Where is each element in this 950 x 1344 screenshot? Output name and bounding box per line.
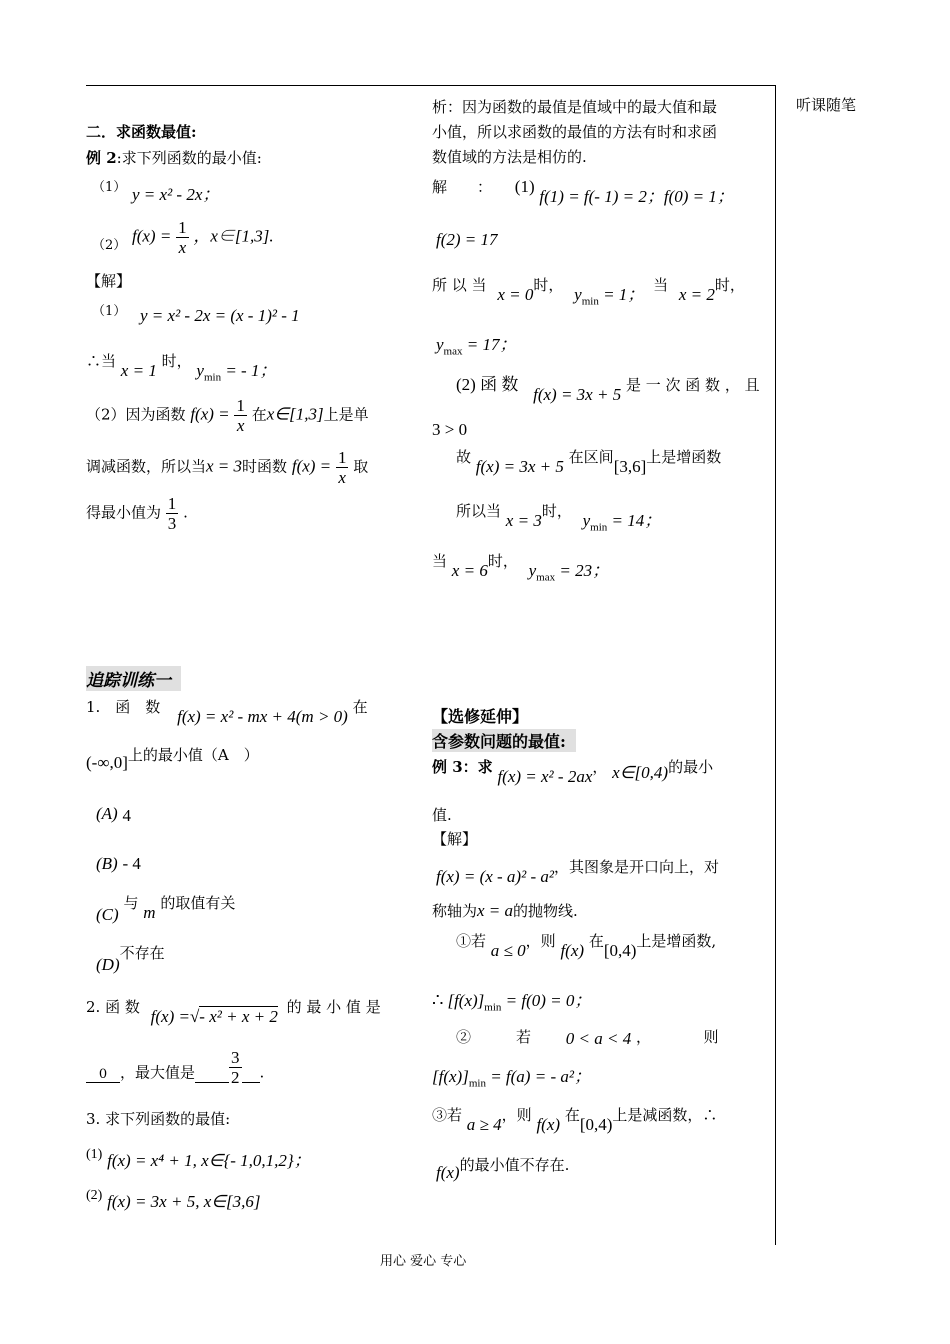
p1-label: （1） <box>92 180 127 195</box>
margin-rule <box>775 85 776 1245</box>
q3-heading: 3. 求下列函数的最值: <box>86 1110 231 1128</box>
s2-line3: 得最小值为 $\frac{1}{3}$ . <box>86 494 188 533</box>
sol1-max: $y_{max} = 17$； <box>436 335 517 358</box>
r2-line: 称轴为x = a的抛物线. <box>432 901 578 920</box>
sol1-min-line: 所 以 当 x = 0时， $y_{min} = 1$； 当 x = 2时， <box>432 276 745 308</box>
sol2-line4: 所以当 x = 3时， $y_{min} = 14$； <box>456 502 662 534</box>
example2-heading: 例 2:求下列函数的最小值: <box>86 149 262 167</box>
sol1-line: 解 ： (1) f(1) = f(- 1) = 2；f(0) = 1； <box>432 177 734 206</box>
case2-line: ② 若 0 < a < 4 ， 则 <box>456 1028 719 1048</box>
p1-expression: y = x² - 2x； <box>132 185 220 204</box>
extension-title: 【选修延伸】 <box>432 707 529 726</box>
option-d: (D)不存在 <box>96 944 165 974</box>
case3-result: f(x)的最小值不存在. <box>436 1156 570 1182</box>
solution2-heading: 【解】 <box>432 830 478 848</box>
s1-label: （1） <box>92 304 127 319</box>
solution-heading: 【解】 <box>86 272 132 290</box>
side-note: 听课随笔 <box>796 96 857 114</box>
q3-part1: (1) f(x) = x⁴ + 1, x∈{- 1,0,1,2}； <box>86 1147 311 1170</box>
option-c: (C) 与 m 的取值有关 <box>96 894 236 924</box>
analysis-line2: 小值，所以求函数的最值的方法有时和求函 <box>432 123 718 141</box>
footer: 用心 爱心 专心 <box>380 1254 467 1269</box>
sol1-f2: f(2) = 17 <box>436 230 498 249</box>
sol2-line3: 故 f(x) = 3x + 5 在区间[3,6]上是增函数 <box>456 448 722 476</box>
option-b: (B) - 4 <box>96 854 141 873</box>
sol2-line1: (2) 函 数 f(x) = 3x + 5 是 一 次 函 数 ， 且 <box>456 375 760 404</box>
q1-line2: (-∞,0]上的最小值（A ） <box>86 746 259 772</box>
case1-line: ①若 a ≤ 0，则 f(x) 在[0,4)上是增函数, <box>456 932 717 960</box>
analysis-line1: 析：因为函数的最值是值域中的最大值和最 <box>432 98 718 116</box>
section-title: 二．求函数最值: <box>86 123 197 141</box>
q2-line2: 0 ，最大值是 $\frac{3}{2}$ . <box>86 1054 264 1093</box>
case3-line: ③若 a ≥ 4，则 f(x) 在[0,4)上是减函数，∴ <box>432 1106 718 1134</box>
option-a: (A) 4 <box>96 804 131 825</box>
sol2-line2: 3 > 0 <box>432 420 468 439</box>
q2-line1: 2. 函 数 f(x) =√- x² + x + 2 的 最 小 值 是 <box>86 998 381 1026</box>
analysis-line3: 数值域的方法是相仿的. <box>432 148 587 166</box>
case1-result: ∴ $[f(x)]_{min} = f(0) = 0$； <box>432 990 592 1014</box>
s2-line2: 调减函数，所以当x = 3时函数 f(x) = $\frac{1}{x}$ 取 <box>86 448 369 487</box>
sol2-line5: 当 x = 6时， $y_{max} = 23$； <box>432 552 610 584</box>
case2-result: $[f(x)]_{min} = f(a)$ = - a²； <box>432 1067 591 1090</box>
example3-line2: 值. <box>432 806 452 824</box>
q3-part2: (2) f(x) = 3x + 5, x∈[3,6] <box>86 1188 261 1211</box>
extension-subtitle: 含参数问题的最值: <box>432 729 576 752</box>
header-rule <box>86 85 776 86</box>
track-title: 追踪训练一 <box>86 666 181 691</box>
p2-expression: f(x) = $\frac{1}{x}$ ，x∈[1,3]. <box>132 218 274 257</box>
s1-conclusion: ∴当 x = 1 时， $y_{min}$ = - 1； <box>86 352 277 384</box>
s2-line1: （2）因为函数 f(x) = $\frac{1}{x}$ 在x∈[1,3]上是单 <box>86 396 369 435</box>
p2-label: （2） <box>92 238 127 253</box>
q1-line1: 1. 函 数 f(x) = x² - mx + 4(m > 0) 在 <box>86 698 368 726</box>
r1-line: f(x) = (x - a)² - a²，其图象是开口向上，对 <box>436 858 719 886</box>
example3-line1: 例 3：求 f(x) = x² - 2ax， x∈[0,4)的最小 <box>432 758 714 786</box>
s1-expression: y = x² - 2x = (x - 1)² - 1 <box>140 306 300 325</box>
